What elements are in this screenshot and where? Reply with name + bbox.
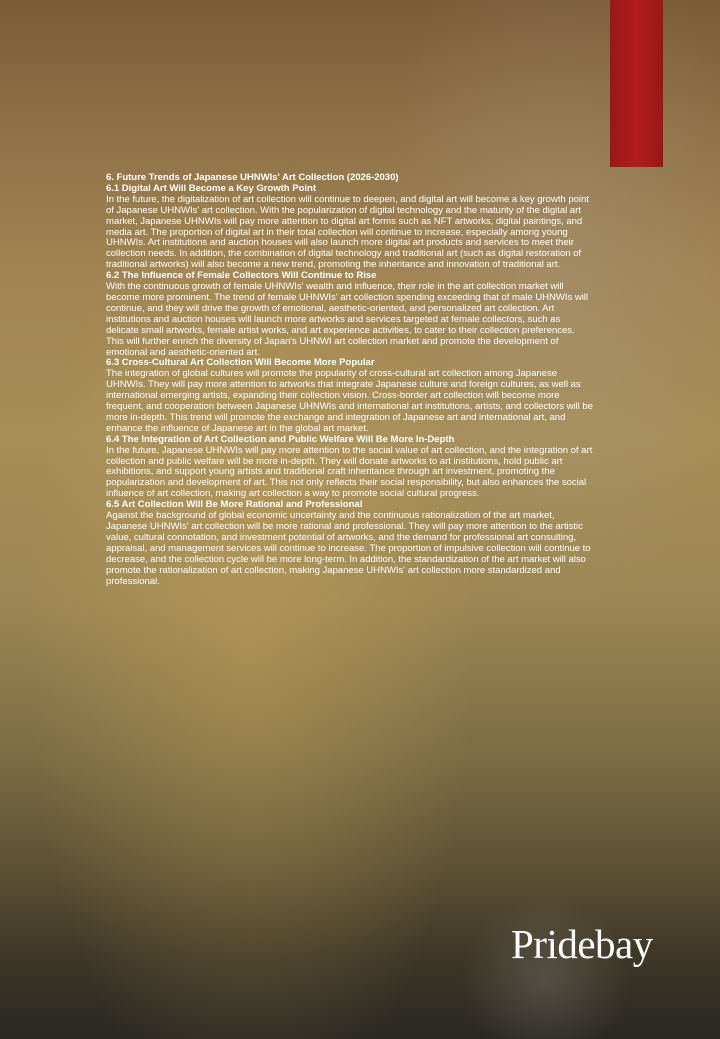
subsection-heading: 6.3 Cross-Cultural Art Collection Will Become More Popular <box>106 357 375 369</box>
subsection-body: In the future, Japanese UHNWIs will pay more attention to the social value of art collection, and the integration of art collection and public welfare will be more in-depth. They will donate artworks to art institutions, hold public art exhibitions, and support young artists and traditional craft inheritance through art investment, promoting the popularization and development of art. This not only reflects their social responsibility, but also enhances the social influence of art collection, making art collection a way to promote social cultural progress. <box>106 444 593 500</box>
subsection-body: In the future, the digitalization of art collection will continue to deepen, and digital art will become a key growth point of Japanese UHNWIs' art collection. With the popularization of digital technology and the maturity of the digital art market, Japanese UHNWIs will pay more attention to digital art forms such as NFT artworks, digital paintings, and media art. The proportion of digital art in their total collection will continue to increase, especially among young UHNWIs. Art institutions and auction houses will also launch more digital art products and services to meet their collection needs. In addition, the combination of digital technology and traditional art (such as digital restoration of traditional artworks) will also become a new trend, promoting the inheritance and innovation of traditional art. <box>106 193 589 271</box>
red-bookmark-ribbon <box>610 0 663 167</box>
subsection-heading: 6.2 The Influence of Female Collectors Will Continue to Rise <box>106 270 377 282</box>
section-title: 6. Future Trends of Japanese UHNWIs' Art Collection (2026-2030) <box>106 172 399 183</box>
subsection-body: Against the background of global economic uncertainty and the continuous rationalization of the art market, Japanese UHNWIs' art collection will be more rational and professional. They will pay more attention to the artistic value, cultural connotation, and investment potential of artworks, and the demand for professional art consulting, appraisal, and management services will continue to increase. The proportion of impulsive collection will continue to decrease, and the collection cycle will be more long-term. In addition, the standardization of the art market will also promote the rationalization of art collection, making Japanese UHNWIs' art collection more standardized and professional. <box>106 510 591 587</box>
subsection-body: With the continuous growth of female UHNWIs' wealth and influence, their role in the art collection market will become more prominent. The trend of female UHNWIs' art collection spending exceeding that of male UHNWIs will continue, and they will drive the growth of emotional, aesthetic-oriented, and personalized art collection. Art institutions and auction houses will launch more artworks and services targeted at female collectors, such as delicate small artworks, female artist works, and art experience activities, to cater to their collection preferences. This will further enrich the diversity of Japan's UHNWI art collection market and promote the development of emotional and aesthetic-oriented art. <box>106 281 588 358</box>
brand-logo: Pridebay <box>511 921 653 967</box>
subsection-heading: 6.5 Art Collection Will Be More Rational and Professional <box>106 499 363 511</box>
subsection-body: The integration of global cultures will promote the popularity of cross-cultural art collection among Japanese UHNWIs. They will pay more attention to artworks that integrate Japanese culture and foreign cultures, as well as international emerging artists, expanding their collection vision. Cross-border art collection will become more frequent, and cooperation between Japanese UHNWIs and international art institutions, artists, and collectors will be more in-depth. This trend will promote the exchange and integration of Japanese art and international art, and enhance the influence of Japanese art in the global art market. <box>106 368 593 434</box>
subsection-heading: 6.1 Digital Art Will Become a Key Growth Point <box>106 182 316 194</box>
document-body <box>106 173 594 587</box>
subsection-heading: 6.4 The Integration of Art Collection and Public Welfare Will Be More In-Depth <box>106 433 455 445</box>
